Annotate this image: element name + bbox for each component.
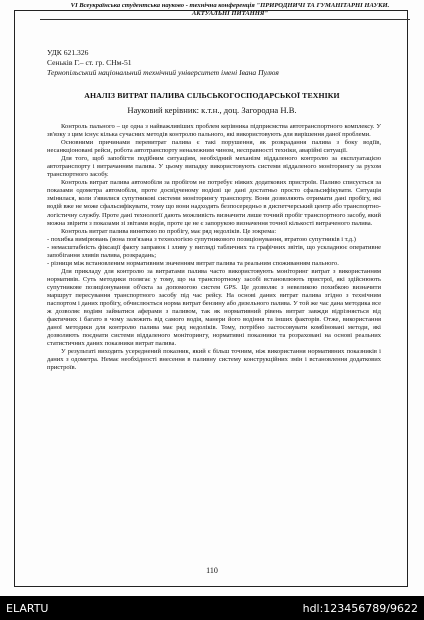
supervisor-line: Науковий керівник: к.т.н., доц. Загородна Н.В. [127,105,297,115]
author-line: Сеньків Г.– ст. гр. СНм-51 [47,58,132,67]
header-divider [40,19,410,20]
article-body [47,123,381,372]
list-item: - немасштабність фіксації факту заправок і зливу у вигляді табличних та графічних звітів, що ускладнює оперативне запобігання зливів палива, розкрадань; [47,243,381,259]
page-number: 110 [206,566,218,575]
conference-header [40,2,420,18]
body-paragraph: Основними причинами перевитрат палива є такі порушення, як розкрадання палива з боку водіїв, несанкціоновані рейси, робота автотранспорту неналежним чином, несправності техніки, аварійні ситуації. [47,139,381,155]
body-paragraph: Контроль витрат палива автомобіля за пробігом не потребує ніяких додаткових пристроїв. Паливо списується за показами одометра автомобіля, проте досвідченому водієві це дані достатньо просто сфальсифікувати. Ситуація змінилася, коли з'явилися супутникові системи моніторингу транспорту. Вони дозволяють отримати дані пробігу, які водій вже не може сфальсифікувати, тому що вони надходять безпосередньо в диспетчерський центр або транспортно-логістичну службу. Проте дані технології дають можливість визначити лише точний пробіг транспортного засобу, який можна звірити з показами зі звітами водія, проте це не є запорукою визначення точної кількості витраченого палива. [47,179,381,227]
list-item: - похибка вимірювань (вона пов'язана з технологією супутникового позиціонування, втратою супутників і т.д.) [47,235,356,243]
body-paragraph: Для того, щоб запобігти подібним ситуаціям, необхідний механізм віддаленого контролю за експлуатацією автотранспорту і витрачанням палива. У цьому випадку використовують системи віддаленого моніторингу за рухом транспортного засобу. [47,155,381,179]
handle-identifier: hdl:123456789/9622 [302,602,418,615]
udc-code: УДК 621.326 [47,48,89,57]
body-paragraph: Для прикладу для контролю за витратами палива часто використовують моніторинг витрат з використанням нормативів. Суть методики полягає у тому, що на транспортному засобі встановлюють пристрої, які здійснюють супутникове позиціонування об'єкта за допомогою систем GPS. Це дозволяє з невеликою похибкою визначити маршрут пересування транспортного засобу під час рейсу. На основі даних витрат палива згідно з технічним паспортом і даних пробігу, обчислюється норма витрат бензину або дизельного палива. У той же час дана методика все ж дозволяє водіям займатися аферами з паливом, так як нормативний рівень витрат завжди відрізняється від фактичних і багато в чому залежить від самого водія, манери його водіння та інших факторів. Отже, використання даної методики для контролю палива має ряд недоліків. Тому, потрібно застосовувати комбіновані методи, які дозволяють поєднати системи віддаленого моніторингу, нормативні показники та розраховані на основі реальних статистичних даних показники витрат палива. [47,267,381,348]
affiliation-line: Тернопільський національний технічний університет імені Івана Пулюя [47,68,279,77]
repository-footer-bar [0,596,424,620]
body-paragraph: Контроль пального – це одна з найважливіших проблем керівника підприємства автотранспортного комплексу. У зв'язку з цим існує кілька сучасних методів контролю пального, які використовують для вирішення даної проблеми. [47,123,381,139]
conference-header-line-1: VI Всеукраїнська студентська науково - технічна конференція "ПРИРОДНИЧІ ТА ГУМАНІТАРНІ НАУКИ. [70,2,390,9]
article-title: АНАЛІЗ ВИТРАТ ПАЛИВА СІЛЬСЬКОГОСПОДАРСЬКОЇ ТЕХНІКИ [84,91,340,100]
body-paragraph: Контроль витрат палива виняткою по пробігу, має ряд недоліків. Це зокрема: [61,227,277,235]
body-paragraph: У результаті виходить усереднений показник, який є більш точним, ніж використання нормативних показників і даних з одометра. Немає необхідності внесення в паливну систему конструкційних змін і встановлення додаткових пристроїв. [47,348,381,372]
repository-name: ELARTU [6,602,49,615]
conference-header-line-2: АКТУАЛЬНІ ПИТАННЯ" [191,10,269,17]
list-item: - різниця між встановленим нормативним значенням витрат палива та реальним споживанням пального. [47,259,339,267]
